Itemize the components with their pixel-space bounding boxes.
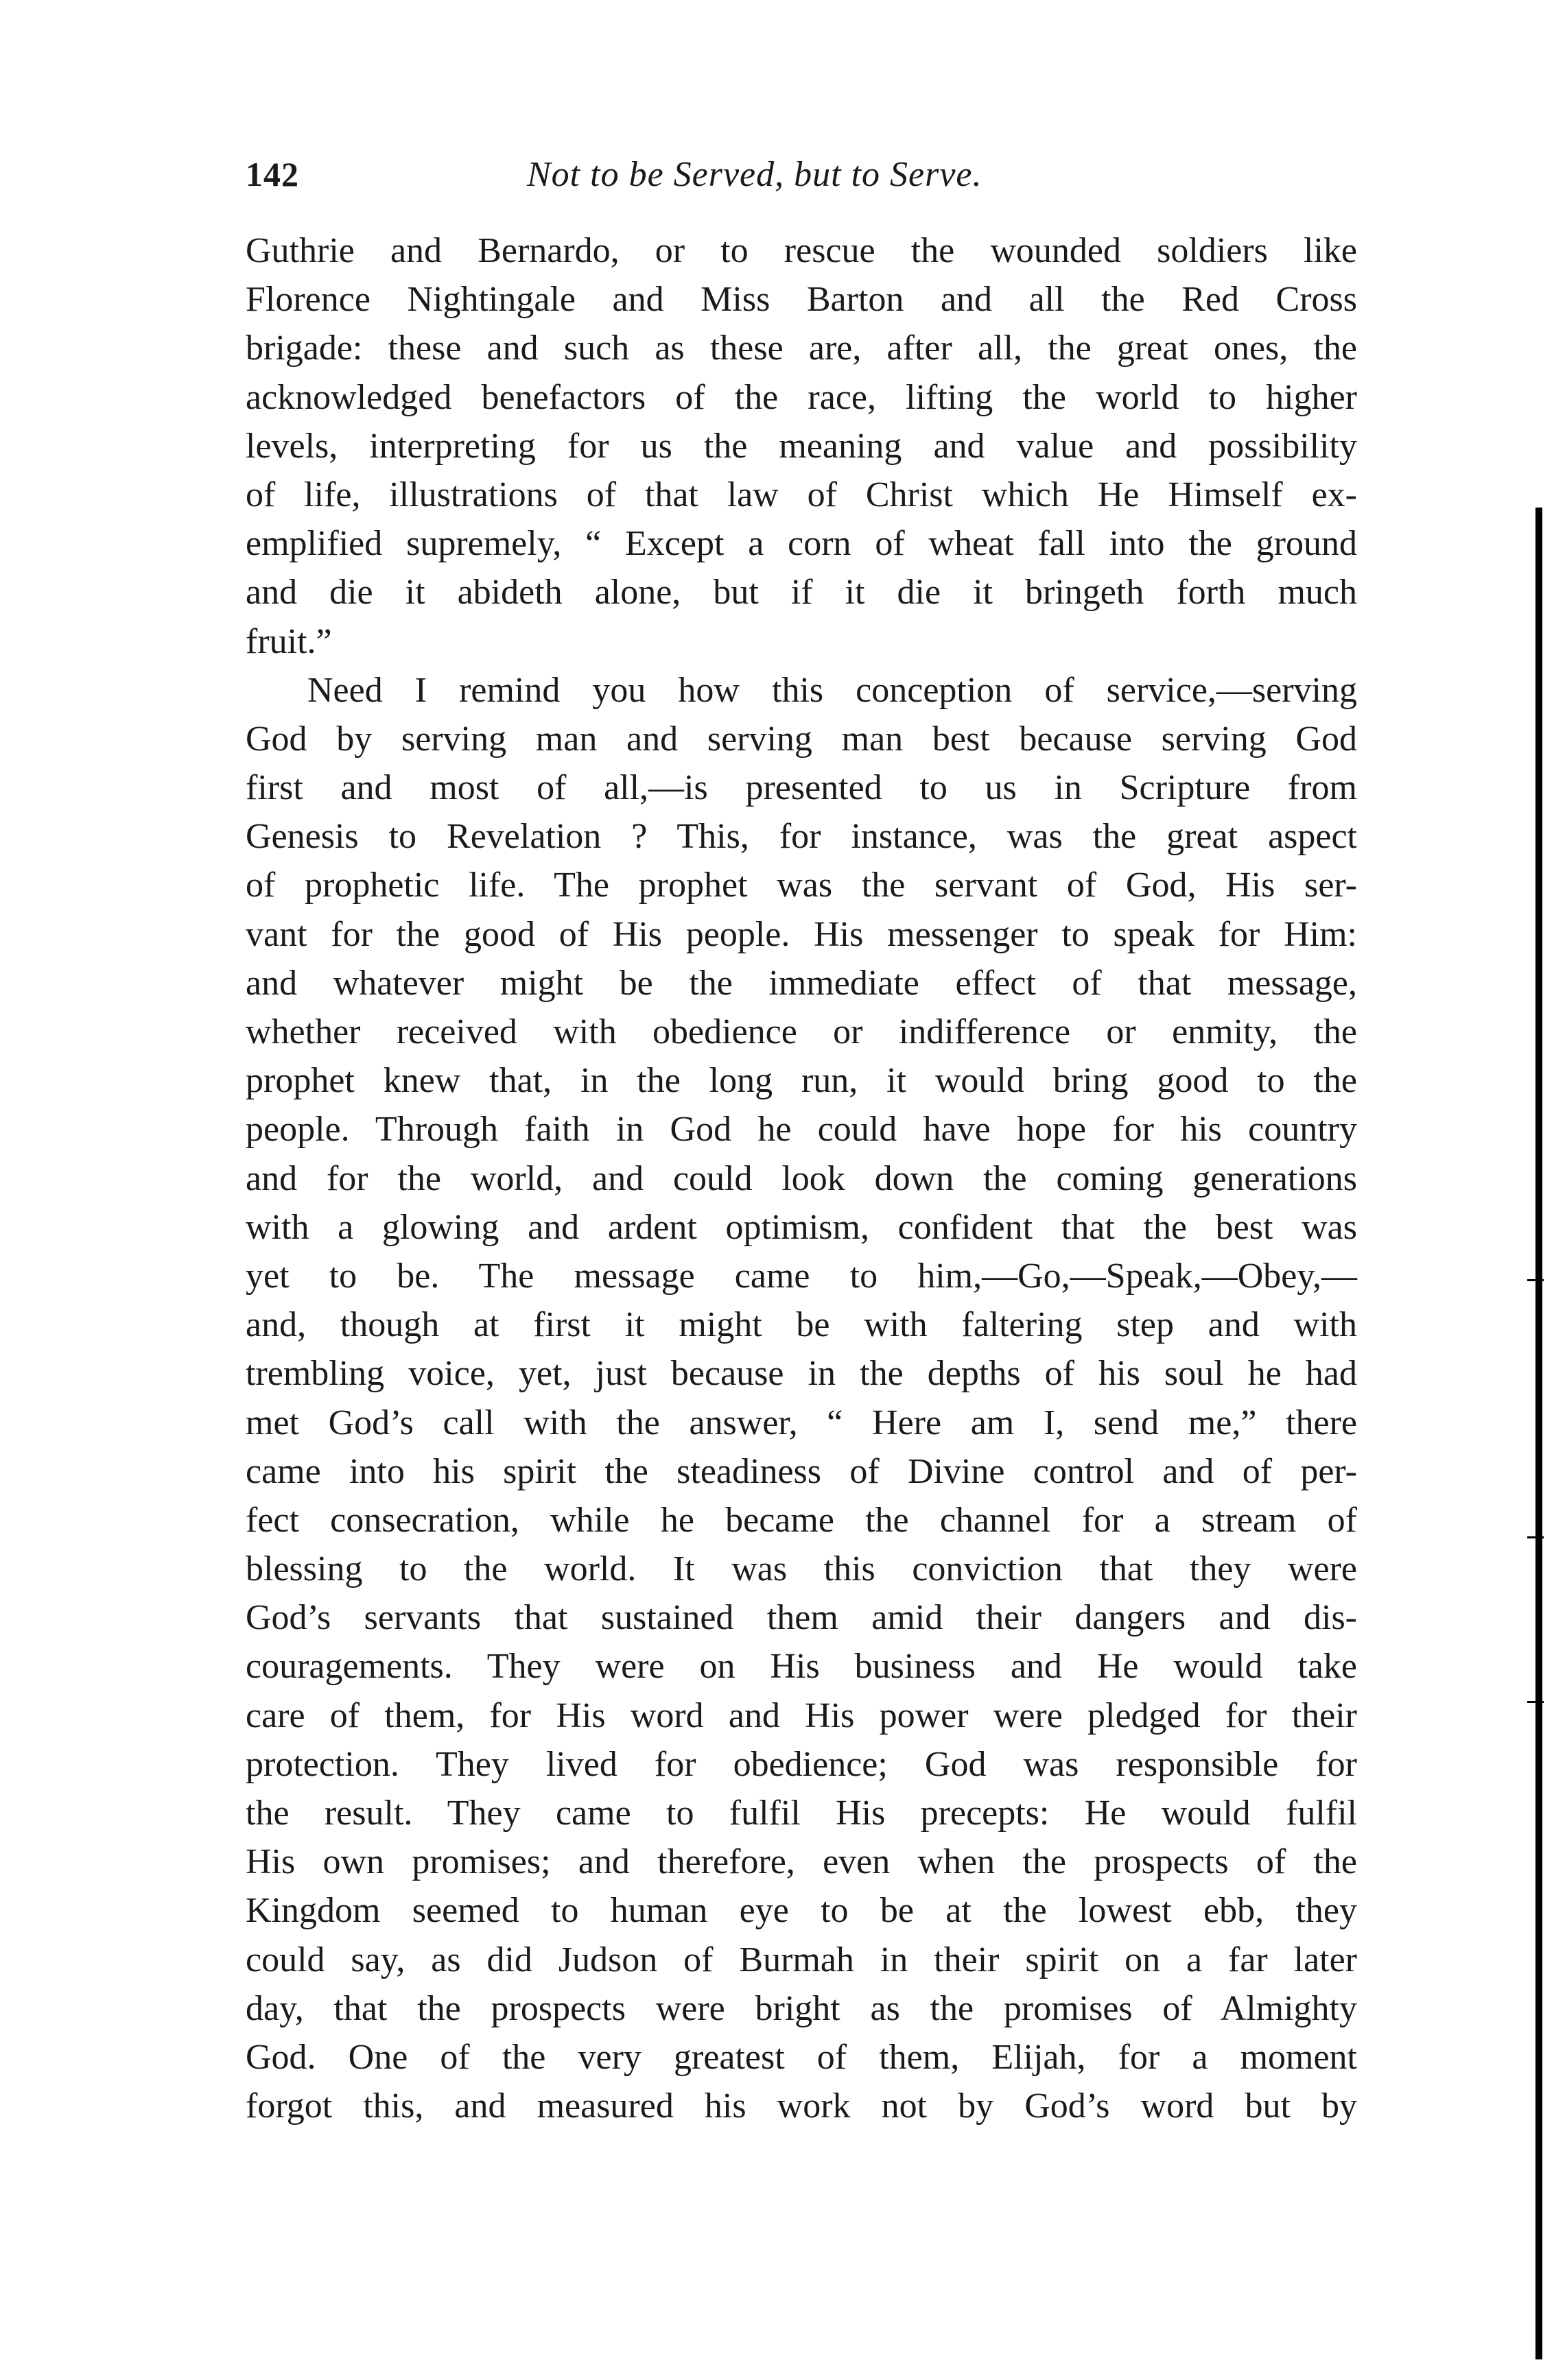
text-line: Genesis to Revelation ? This, for instance, was the great aspect bbox=[246, 817, 1357, 857]
text-line: Need I remind you how this conception of service,—serving bbox=[307, 670, 1357, 710]
text-line: protection. They lived for obedience; God was responsible for bbox=[246, 1744, 1357, 1784]
running-title: Not to be Served, but to Serve. bbox=[527, 155, 982, 194]
text-line: people. Through faith in God he could have hope for his country bbox=[246, 1110, 1357, 1150]
text-line: forgot this, and measured his work not by God’s word but by bbox=[246, 2086, 1357, 2126]
text-line: of life, illustrations of that law of Christ which He Himself ex- bbox=[246, 475, 1357, 514]
text-line: God’s servants that sustained them amid their dangers and dis- bbox=[246, 1598, 1357, 1638]
text-line: care of them, for His word and His power were pledged for their bbox=[246, 1695, 1357, 1735]
page-edge-mark bbox=[1527, 1279, 1544, 1281]
text-line: acknowledged benefactors of the race, lifting the world to higher bbox=[246, 377, 1357, 417]
text-line: emplified supremely, “ Except a corn of wheat fall into the ground bbox=[246, 524, 1357, 564]
text-line: and whatever might be the immediate effect of that message, bbox=[246, 963, 1357, 1003]
text-line: Guthrie and Bernardo, or to rescue the wounded soldiers like bbox=[246, 231, 1357, 270]
text-line: of prophetic life. The prophet was the servant of God, His ser- bbox=[246, 866, 1357, 905]
text-line: and die it abideth alone, but if it die it bringeth forth much bbox=[246, 573, 1357, 612]
text-line: Florence Nightingale and Miss Barton and all the Red Cross bbox=[246, 280, 1357, 320]
text-line: fruit.” bbox=[246, 621, 332, 661]
text-line: met God’s call with the answer, “ Here am I, send me,” there bbox=[246, 1403, 1357, 1442]
text-line: fect consecration, while he became the channel for a stream of bbox=[246, 1500, 1357, 1540]
text-line: the result. They came to fulfil His precepts: He would fulfil bbox=[246, 1794, 1357, 1833]
paragraph-1 bbox=[246, 226, 1357, 666]
paragraph-2 bbox=[246, 666, 1357, 2131]
text-line: God. One of the very greatest of them, Elijah, for a moment bbox=[246, 2037, 1357, 2077]
text-line: trembling voice, yet, just because in the depths of his soul he had bbox=[246, 1354, 1357, 1394]
text-line: blessing to the world. It was this conviction that they were bbox=[246, 1549, 1357, 1589]
text-line: and for the world, and could look down the coming generations bbox=[246, 1158, 1357, 1198]
text-line: day, that the prospects were bright as the promises of Almighty bbox=[246, 1988, 1357, 2028]
text-line: prophet knew that, in the long run, it would bring good to the bbox=[246, 1061, 1357, 1101]
text-line: came into his spirit the steadiness of Divine control and of per- bbox=[246, 1451, 1357, 1491]
text-line: levels, interpreting for us the meaning and value and possibility bbox=[246, 426, 1357, 466]
text-line: yet to be. The message came to him,—Go,—Speak,—Obey,— bbox=[246, 1256, 1357, 1296]
text-line: with a glowing and ardent optimism, confident that the best was bbox=[246, 1207, 1357, 1247]
text-line: first and most of all,—is presented to us in Scripture from bbox=[246, 768, 1357, 808]
text-line: brigade: these and such as these are, after all, the great ones, the bbox=[246, 329, 1357, 368]
page-edge-mark bbox=[1527, 1701, 1544, 1703]
page-edge-shadow bbox=[1535, 508, 1542, 2359]
page-number: 142 bbox=[246, 155, 299, 193]
text-line: vant for the good of His people. His messenger to speak for Him: bbox=[246, 914, 1357, 954]
page-edge-mark bbox=[1527, 1536, 1544, 1538]
text-line: His own promises; and therefore, even when the prospects of the bbox=[246, 1842, 1357, 1882]
page-header bbox=[246, 154, 1357, 209]
text-line: and, though at first it might be with faltering step and with bbox=[246, 1305, 1357, 1345]
text-line: Kingdom seemed to human eye to be at the lowest ebb, they bbox=[246, 1891, 1357, 1931]
text-line: could say, as did Judson of Burmah in their spirit on a far later bbox=[246, 1940, 1357, 1979]
text-line: whether received with obedience or indifference or enmity, the bbox=[246, 1012, 1357, 1051]
body-text bbox=[246, 226, 1357, 2130]
text-line: couragements. They were on His business and He would take bbox=[246, 1647, 1357, 1687]
text-line: God by serving man and serving man best because serving God bbox=[246, 719, 1357, 759]
